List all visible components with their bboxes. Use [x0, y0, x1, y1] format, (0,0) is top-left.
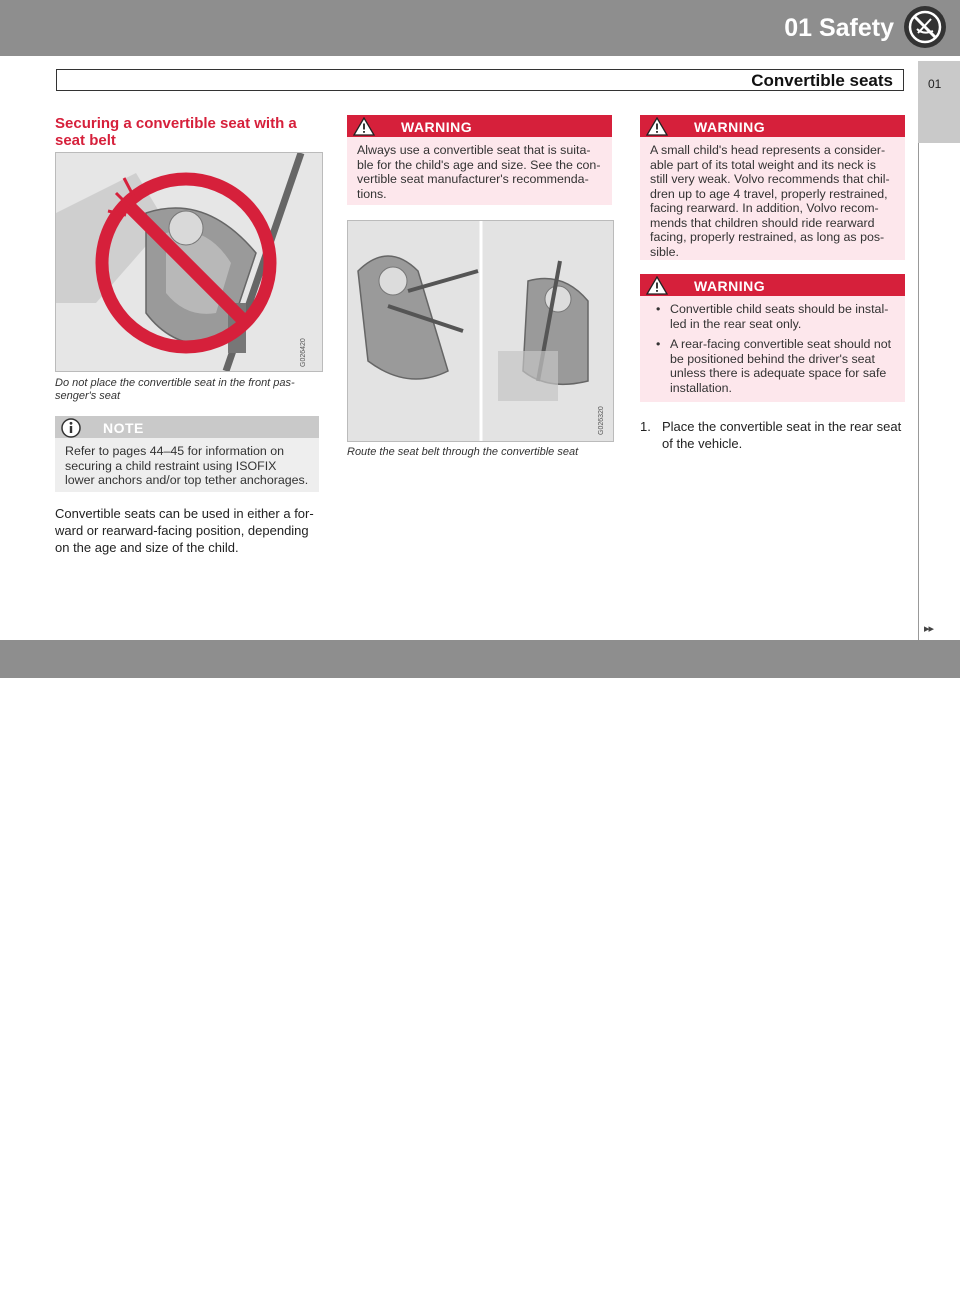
warning-list-item: • A rear-facing convertible seat should not be positioned behind the driver's seat unless there is adequate space for safe installation.	[650, 337, 895, 395]
chapter-title: 01 Safety	[784, 14, 894, 42]
warning-header	[640, 115, 905, 137]
warning-text: Always use a convertible seat that is suita-ble for the child's age and size. See the con-vertible seat manufacturer's recommenda-tions.	[357, 143, 601, 201]
warning-label: WARNING	[401, 119, 473, 135]
page-number: 41	[926, 1289, 941, 1304]
no-airbag-child-seat-icon	[903, 5, 947, 49]
section-header	[56, 69, 904, 91]
warning-label: WARNING	[694, 278, 766, 294]
warning-triangle-icon	[646, 276, 668, 295]
footer-bar	[0, 640, 960, 1304]
warning-list	[640, 296, 905, 409]
warning-triangle-icon	[646, 117, 668, 136]
side-rule	[918, 143, 960, 640]
warning-box	[347, 115, 612, 205]
warning-box	[640, 274, 905, 402]
chapter-header-bar	[0, 0, 960, 56]
step-number: 1.	[640, 419, 651, 434]
instruction-step	[640, 418, 910, 452]
note-label: NOTE	[103, 420, 144, 436]
chapter-tab-label: 01	[928, 77, 942, 91]
step-text: Place the convertible seat in the rear seat of the vehicle.	[662, 419, 902, 451]
warning-triangle-icon	[353, 117, 375, 136]
note-text: Refer to pages 44–45 for information on securing a child restraint using ISOFIX lower anchors and/or top tether anchorages.	[65, 444, 309, 487]
info-icon	[61, 418, 81, 438]
image-caption: Do not place the convertible seat in the front pas-senger's seat	[55, 377, 295, 402]
body-paragraph: Convertible seats can be used in either a for-ward or rearward-facing position, depending on the age and size of the child.	[55, 506, 314, 555]
section-title: Convertible seats	[751, 71, 893, 90]
warning-label: WARNING	[694, 119, 766, 135]
image-code: G026320	[598, 406, 605, 435]
warning-header	[347, 115, 612, 137]
note-header	[55, 416, 319, 438]
warning-box	[640, 115, 905, 260]
continue-arrows-icon: ▸▸	[924, 623, 934, 635]
warning-list-item: • Convertible child seats should be instal-led in the rear seat only.	[650, 302, 895, 331]
warning-text: A small child's head represents a consider-able part of its total weight and its neck is still very weak. Volvo recommends that chil-dren up to age 4 travel, properly restrained, facing rearward. In addition, Volvo recom-mends that children should ride rearward facing, properly restrained, as long as pos-sible.	[650, 143, 890, 259]
section-heading: Securing a convertible seat with a seat belt	[55, 115, 297, 149]
seat-belt-routing-illustration	[347, 220, 614, 442]
warning-header	[640, 274, 905, 296]
chapter-tab	[918, 61, 960, 143]
note-box	[55, 416, 319, 492]
image-caption: Route the seat belt through the convertible seat	[347, 446, 579, 458]
front-seat-prohibited-illustration	[55, 152, 323, 372]
image-code: G026420	[300, 338, 307, 367]
